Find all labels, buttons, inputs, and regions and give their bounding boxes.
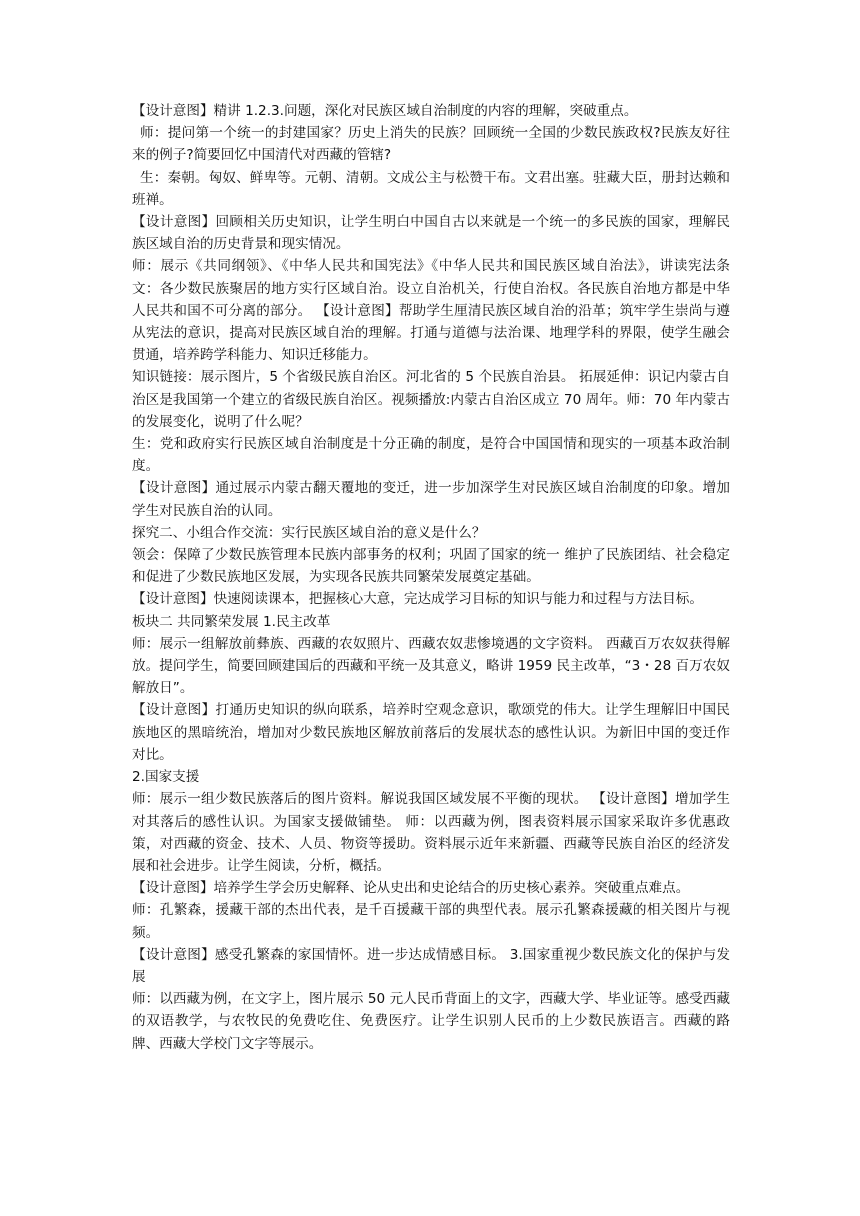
design-intent-paragraph: 【设计意图】培养学生学会历史解释、论从史出和史论结合的历史核心素养。突破重点难点。 bbox=[132, 880, 690, 897]
student-answer-paragraph: 生：党和政府实行民族区域自治制度是十分正确的制度，是符合中国国情和现实的一项基本政治制度。 bbox=[132, 436, 730, 475]
student-answer-paragraph: 生：秦朝。匈奴、鲜卑等。元朝、清朝。文成公主与松赞干布。文君出塞。驻藏大臣，册封达赖和班禅。 bbox=[132, 169, 730, 208]
teacher-reform-paragraph: 师：展示一组解放前彝族、西藏的农奴照片、西藏农奴悲惨境遇的文字资料。 西藏百万农奴获得解放。提问学生，简要回顾建国后的西藏和平统一及其意义，略讲 1959 民主改革，“3・28 百万农奴解放日”。 bbox=[132, 635, 730, 697]
design-intent-paragraph: 【设计意图】回顾相关历史知识，让学生明白中国自古以来就是一个统一的多民族的国家，理解民族区域自治的历史背景和现实情况。 bbox=[132, 214, 730, 253]
design-intent-paragraph: 【设计意图】精讲 1.2.3.问题，深化对民族区域自治制度的内容的理解，突破重点。 bbox=[132, 103, 638, 119]
design-intent-paragraph: 【设计意图】打通历史知识的纵向联系，培养时空观念意识，歌颂党的伟大。让学生理解旧中国民族地区的黑暗统治，增加对少数民族地区解放前落后的发展状态的感性认识。为新旧中国的变迁作对比。 bbox=[132, 702, 730, 763]
section-heading: 板块二 共同繁荣发展 1.民主改革 bbox=[132, 613, 331, 630]
design-intent-paragraph: 【设计意图】快速阅读课本，把握核心大意，完达成学习目标的知识与能力和过程与方法目标。 bbox=[132, 591, 703, 608]
comprehension-paragraph: 领会：保障了少数民族管理本民族内部事务的权利；巩固了国家的统一 维护了民族团结、社会稳定和促进了少数民族地区发展，为实现各民族共同繁荣发展奠定基础。 bbox=[132, 547, 730, 586]
document-body bbox=[132, 100, 730, 1055]
teacher-culture-paragraph: 师：以西藏为例，在文字上，图片展示 50 元人民币背面上的文字，西藏大学、毕业证等。感受西藏的双语教学，与农牧民的免费吃住、免费医疗。让学生识别人民币的上少数民族语言。西藏的路牌、西藏大学校门文字等展示。 bbox=[132, 991, 730, 1052]
teacher-support-paragraph: 师：展示一组少数民族落后的图片资料。解说我国区域发展不平衡的现状。 【设计意图】增加学生对其落后的感性认识。为国家支援做铺垫。 师：以西藏为例，图表资料展示国家采取许多优惠政策，对西藏的资金、技术、人员、物资等援助。资料展示近年来新疆、西藏等民族自治区的经济发展和社会进步。让学生阅读，分析，概括。 bbox=[132, 791, 730, 874]
knowledge-link-paragraph: 知识链接：展示图片，5 个省级民族自治区。河北省的 5 个民族自治县。 拓展延伸：识记内蒙古自治区是我国第一个建立的省级民族自治区。视频播放:内蒙古自治区成立 70 周年。师：70 年内蒙古的发展变化，说明了什么呢？ bbox=[132, 369, 730, 430]
design-intent-paragraph: 【设计意图】感受孔繁森的家国情怀。进一步达成情感目标。 3.国家重视少数民族文化的保护与发展 bbox=[132, 946, 730, 985]
teacher-constitution-paragraph: 师：展示《共同纲领》、《中华人民共和国宪法》《中华人民共和国民族区域自治法》，讲读宪法条文：各少数民族聚居的地方实行区域自治。设立自治机关，行使自治权。各民族自治地方都是中华人民共和国不可分离的部分。 【设计意图】帮助学生厘清民族区域自治的沿革；筑牢学生崇尚与遵从宪法的意识，提高对民族区域自治的理解。打通与道德与法治课、地理学科的界限，使学生融会贯通，培养跨学科能力、知识迁移能力。 bbox=[132, 258, 730, 364]
teacher-kong-paragraph: 师：孔繁森，援藏干部的杰出代表，是千百援藏干部的典型代表。展示孔繁森援藏的相关图片与视频。 bbox=[132, 902, 730, 941]
design-intent-paragraph: 【设计意图】通过展示内蒙古翻天覆地的变迁，进一步加深学生对民族区域自治制度的印象。增加学生对民族自治的认同。 bbox=[132, 480, 730, 519]
teacher-question-paragraph: 师：提问第一个统一的封建国家？历史上消失的民族？回顾统一全国的少数民族政权?民族友好往来的例子?简要回忆中国清代对西藏的管辖? bbox=[132, 125, 730, 164]
subsection-heading: 2.国家支援 bbox=[132, 769, 200, 786]
inquiry-heading: 探究二、小组合作交流：实行民族区域自治的意义是什么？ bbox=[132, 524, 486, 541]
